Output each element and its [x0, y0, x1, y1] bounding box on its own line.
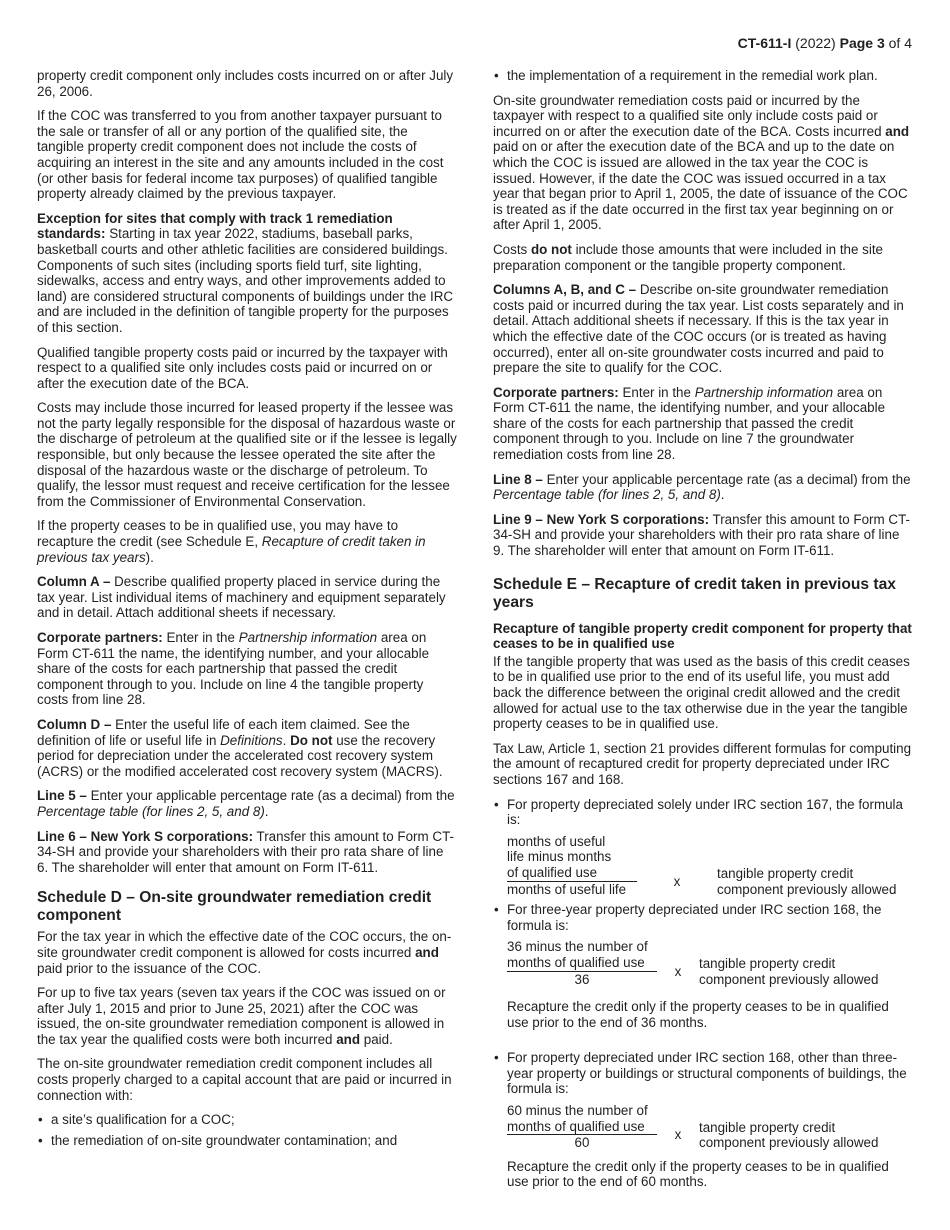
times-sign: x — [673, 873, 681, 889]
term: Columns A, B, and C – — [493, 282, 637, 298]
text: For the tax year in which the effective date of the COC occurs, the on-site groundwater credit component is allowed for costs incurred — [37, 929, 452, 960]
term: Line 8 – — [493, 471, 543, 487]
paragraph — [37, 211, 457, 336]
section-heading-schedule-e: Schedule E – Recapture of credit taken in previous tax years — [493, 575, 896, 611]
term: Line 6 – New York S corporations: — [37, 828, 254, 844]
subsection-heading: Recapture of tangible property credit component for property that ceases to be in qualified use — [493, 620, 912, 652]
page-header — [738, 36, 912, 52]
bullet-list — [37, 1112, 457, 1148]
section-heading-schedule-d: Schedule D – On-site groundwater remediation credit component — [37, 889, 432, 925]
list-item: • the implementation of a requirement in the remedial work plan. — [493, 68, 913, 84]
text: paid on or after the execution date of the BCA and up to the date on which the COC is issued are allowed in the tax year the COC is issued. However, if the date the COC was issued occurred in a tax year that began prior to April 1, 2005, the date of issuance of the COC is treated as if the date occurred in the first tax year beginning on or after April 1, 2005. — [493, 139, 908, 233]
denominator: 60 — [574, 1135, 590, 1151]
text: Starting in tax year 2022, stadiums, baseball parks, basketball courts and other athletic facilities are considered buildings. Components of such sites (including sports field turf, site lighting, sidewalks, access and entry ways, and other improvements added to land) are considered structural components of buildings under the IRC and are included in the definition of tangible property for the purposes of this section. — [37, 226, 454, 335]
emphasis: Do not — [290, 732, 333, 748]
form-id: CT-611-I — [737, 35, 792, 51]
term: Column D – — [37, 716, 112, 732]
text: area on Form CT-611 the name, the identifying number, and your allocable share of the costs for each partnership that passed the credit component through to you. Include on line 7 the groundwater remediation costs from line 28. — [493, 384, 886, 463]
multiplier — [699, 1120, 878, 1151]
text: area on Form CT-611 the name, the identifying number, and your allocable share of the costs for each partnership that passed the credit component through to you. Include on line 4 the tangible property costs from line 28. — [37, 630, 430, 708]
left-column — [37, 68, 457, 1157]
note: Recapture the credit only if the property ceases to be in qualified use prior to the end of 60 months. — [507, 1158, 889, 1190]
paragraph — [37, 630, 457, 708]
text: Enter in the — [618, 384, 695, 400]
paragraph — [37, 829, 457, 876]
text: . — [264, 803, 269, 819]
numerator-line: 60 minus the number of — [507, 1103, 648, 1119]
multiplier-line: tangible property credit — [717, 865, 854, 881]
paragraph: Tax Law, Article 1, section 21 provides different formulas for computing the amount of recaptured credit for property depreciated under IRC sections 167 and 168. — [493, 740, 912, 787]
numerator-line: months of useful — [507, 833, 606, 849]
term: Corporate partners: — [37, 630, 163, 645]
term: Line 9 – New York S corporations: — [493, 511, 710, 527]
paragraph — [37, 985, 457, 1047]
right-column — [493, 68, 913, 1199]
reference: Recapture of credit taken in previous tax years — [37, 534, 426, 565]
multiplier — [717, 866, 896, 897]
formula-three-year — [507, 939, 913, 987]
text: ). — [145, 549, 154, 565]
term: Column A – — [37, 574, 111, 590]
reference: Percentage table (for lines 2, 5, and 8) — [37, 803, 265, 819]
reference: Partnership information — [694, 384, 834, 400]
emphasis: and — [336, 1031, 361, 1047]
paragraph — [37, 717, 457, 779]
formula-other-168 — [507, 1103, 913, 1151]
text: paid. — [360, 1031, 393, 1047]
text: . — [282, 732, 291, 748]
text: use the recovery period for depreciation under the accelerated cost recovery system (ACRS) or the modified accelerated cost recovery system (MACRS). — [37, 732, 443, 779]
numerator-line: months of qualified use — [507, 955, 657, 972]
text: Costs — [493, 241, 531, 257]
reference: Definitions — [220, 732, 283, 748]
paragraph: If the COC was transferred to you from another taxpayer pursuant to the sale or transfer of all or any portion of the qualified site, the tangible property credit component does not include the costs of acquiring an interest in the site and any amounts included in the cost (or other basis for federal income tax purposes) of qualified tangible property already claimed by the previous taxpayer. — [37, 108, 444, 202]
paragraph — [37, 518, 457, 565]
text: Transfer this amount to Form CT-34-SH and provide your shareholders with their pro rata share of line 9. The shareholder will enter that amount on Form IT-611. — [493, 511, 910, 559]
page-label: Page 3 — [839, 35, 885, 51]
page-total: of 4 — [888, 35, 912, 51]
list-item — [493, 797, 913, 898]
paragraph — [493, 512, 913, 559]
text: Enter the useful life of each item claimed. See the definition of life or useful life in — [37, 716, 410, 748]
note: Recapture the credit only if the property ceases to be in qualified use prior to the end of 36 months. — [507, 999, 889, 1030]
list-item: • a site’s qualification for a COC; — [37, 1112, 457, 1128]
denominator: 36 — [574, 971, 590, 987]
paragraph — [493, 472, 913, 503]
emphasis: and — [885, 123, 910, 139]
numerator-line: of qualified use — [507, 865, 637, 882]
emphasis: and — [415, 944, 439, 960]
paragraph — [493, 93, 913, 233]
paragraph: property credit component only includes costs incurred on or after July 26, 2006. — [37, 68, 454, 99]
paragraph: Costs may include those incurred for leased property if the lessee was not the party legally responsible for the disposal of hazardous waste or the discharge of petroleum at the qualified site or if the lessee is legally responsible, but only because the lessee operated the site after the disposal of the hazardous waste or the discharge of petroleum. To qualify, the lessor must request and receive certification for the lessee from the Commissioner of Environmental Conservation. — [37, 400, 457, 509]
numerator-line: life minus months — [507, 849, 612, 865]
text: Describe qualified property placed in service during the tax year. List individual items of machinery and equipment separately and in detail. Attach additional sheets if necessary. — [37, 574, 446, 621]
text: Enter in the — [162, 630, 239, 645]
fraction — [507, 939, 657, 987]
form-year: (2022) — [795, 35, 836, 51]
text: For property depreciated under IRC section 168, other than three-year property or buildings or structural components of buildings, the formula is: — [507, 1050, 907, 1097]
list-item — [493, 902, 913, 1030]
times-sign: x — [674, 963, 682, 979]
text: For three-year property depreciated under IRC section 168, the formula is: — [507, 902, 882, 933]
paragraph — [37, 929, 457, 976]
term: Line 5 – — [37, 788, 87, 804]
fraction — [507, 834, 637, 897]
text: Enter your applicable percentage rate (as a decimal) from the — [86, 788, 455, 804]
multiplier-line: tangible property credit — [699, 955, 836, 971]
fraction — [507, 1103, 657, 1151]
numerator-line: months of qualified use — [507, 1119, 657, 1136]
text: Transfer this amount to Form CT-34-SH and provide your shareholders with their pro rata share of line 6. The shareholder will enter that amount on Form IT-611. — [37, 828, 454, 875]
formula-list — [493, 797, 913, 1190]
text: For property depreciated solely under IRC section 167, the formula is: — [507, 796, 903, 828]
paragraph — [493, 242, 913, 273]
reference: Partnership information — [238, 630, 378, 645]
term: Exception for sites that comply with track 1 remediation standards: — [37, 210, 393, 242]
text: For up to five tax years (seven tax years if the COC was issued on or after July 1, 2015 and prior to June 25, 2021) after the COC was issued, the on-site groundwater remediation component is allowed in the tax year the qualified costs were both incurred — [37, 985, 446, 1047]
formula-section-167 — [507, 834, 913, 897]
denominator: months of useful life — [507, 881, 627, 897]
list-item: • the remediation of on-site groundwater contamination; and — [37, 1133, 457, 1149]
text: . — [720, 487, 725, 503]
paragraph: Qualified tangible property costs paid or incurred by the taxpayer with respect to a qualified site only includes costs paid or incurred on or after the execution date of the BCA. — [37, 344, 448, 391]
list-item — [493, 1050, 913, 1190]
text: paid prior to the issuance of the COC. — [37, 960, 262, 976]
paragraph: If the tangible property that was used as the basis of this credit ceases to be in qualified use prior to the end of its useful life, you must add back the difference between the original credit allowed and the credit allowed for actual use to the tax otherwise due in the year the tangible property ceases to be in qualified use. — [493, 653, 910, 732]
multiplier — [699, 956, 878, 987]
text: On-site groundwater remediation costs paid or incurred by the taxpayer with respect to a qualified site only include costs paid or incurred on or after the execution date of the BCA. Costs incurred — [493, 92, 886, 139]
paragraph: The on-site groundwater remediation credit component includes all costs properly charged to a capital account that are paid or incurred in connection with: — [37, 1056, 452, 1103]
multiplier-line: component previously allowed — [717, 881, 897, 897]
emphasis: do not — [530, 241, 572, 257]
text: Describe on-site groundwater remediation costs paid or incurred during the tax year. List costs separately and in detail. Attach additional sheets if necessary. If this is the tax year in which the effective date of the COC occurs (or is treated as having occurred), enter all on-site groundwater costs incurred and paid to prepare the site to qualify for the COC. — [493, 282, 904, 376]
multiplier-line: tangible property credit — [699, 1119, 836, 1135]
paragraph — [37, 788, 457, 819]
paragraph — [37, 574, 457, 621]
text: If the property ceases to be in qualified use, you may have to recapture the credit (see Schedule E, — [37, 518, 399, 550]
reference: Percentage table (for lines 2, 5, and 8) — [493, 487, 721, 503]
paragraph — [493, 282, 913, 376]
text: Enter your applicable percentage rate (as a decimal) from the — [542, 471, 911, 487]
numerator-line: 36 minus the number of — [507, 939, 648, 955]
times-sign: x — [674, 1127, 682, 1143]
paragraph — [493, 385, 913, 463]
multiplier-line: component previously allowed — [699, 971, 879, 987]
text: include those amounts that were included in the site preparation component or the tangible property component. — [493, 241, 884, 273]
multiplier-line: component previously allowed — [699, 1135, 879, 1151]
bullet-list — [493, 68, 913, 84]
term: Corporate partners: — [493, 384, 619, 400]
